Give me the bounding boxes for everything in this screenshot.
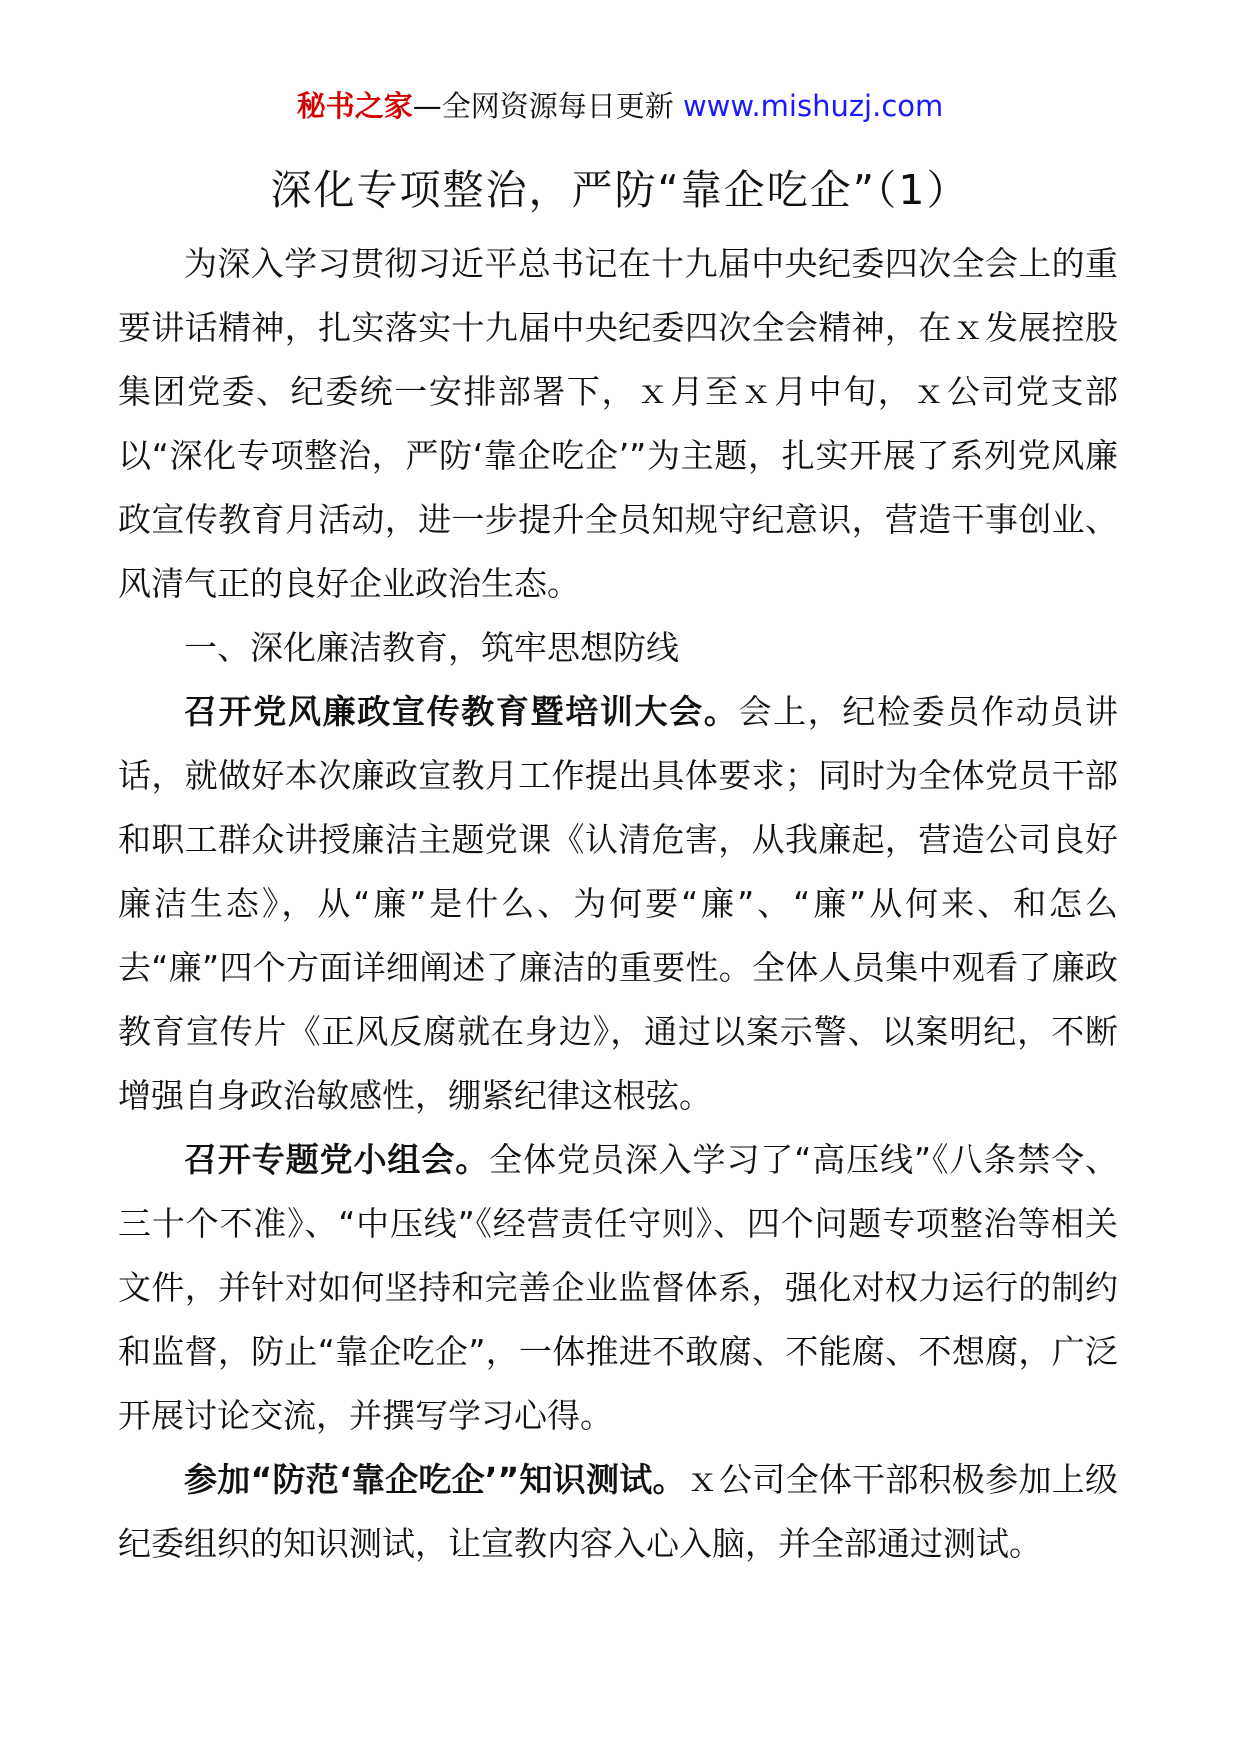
paragraph-lead: 参加“防范‘靠企吃企’”知识测试。 [184, 1460, 686, 1499]
paragraph-lead: 召开党风廉政宣传教育暨培训大会。 [184, 692, 739, 731]
paragraph-text: 为深入学习贯彻习近平总书记在十九届中央纪委四次全会上的重要讲话精神，扎实落实十九届中央纪委四次全会精神，在ｘ发展控股集团党委、纪委统一安排部署下，ｘ月至ｘ月中旬，ｘ公司党支部以“深化专项整治，严防‘靠企吃企’”为主题，扎实开展了系列党风廉政宣传教育月活动，进一步提升全员知规守纪意识，营造干事创业、风清气正的良好企业政治生态。 [118, 244, 1119, 603]
section-heading [118, 616, 1118, 680]
paragraph-lead: 召开专题党小组会。 [184, 1140, 490, 1179]
training-conference-paragraph [118, 680, 1118, 1128]
paragraph-text: 会上，纪检委员作动员讲话，就做好本次廉政宣教月工作提出具体要求；同时为全体党员干部和职工群众讲授廉洁主题党课《认清危害，从我廉起，营造公司良好廉洁生态》，从“廉”是什么、为何要“廉”、“廉”从何来、和怎么去“廉”四个方面详细阐述了廉洁的重要性。全体人员集中观看了廉政教育宣传片《正风反腐就在身边》，通过以案示警、以案明纪，不断增强自身政治敏感性，绷紧纪律这根弦。 [118, 692, 1119, 1115]
site-url-link[interactable]: www.mishuzj.com [682, 89, 944, 123]
paragraph-text: 全体党员深入学习了“高压线”《八条禁令、三十个不准》、“中压线”《经营责任守则》、四个问题专项整治等相关文件，并针对如何坚持和完善企业监督体系，强化对权力运行的制约和监督，防止“靠企吃企”，一体推进不敢腐、不能腐、不想腐，广泛开展讨论交流，并撰写学习心得。 [118, 1140, 1118, 1435]
document-title: 深化专项整治，严防“靠企吃企”（1） [270, 166, 970, 214]
knowledge-test-paragraph [118, 1448, 1118, 1576]
header-tagline: —全网资源每日更新 [412, 89, 683, 123]
site-header [0, 86, 1240, 126]
intro-paragraph [118, 232, 1118, 616]
paragraph-text: 一、深化廉洁教育，筑牢思想防线 [184, 628, 679, 667]
party-group-meeting-paragraph [118, 1128, 1118, 1448]
paragraph-text: ｘ公司全体干部积极参加上级纪委组织的知识测试，让宣教内容入心入脑，并全部通过测试。 [118, 1460, 1118, 1563]
brand-name: 秘书之家 [296, 89, 413, 123]
document-body [118, 232, 1118, 1576]
